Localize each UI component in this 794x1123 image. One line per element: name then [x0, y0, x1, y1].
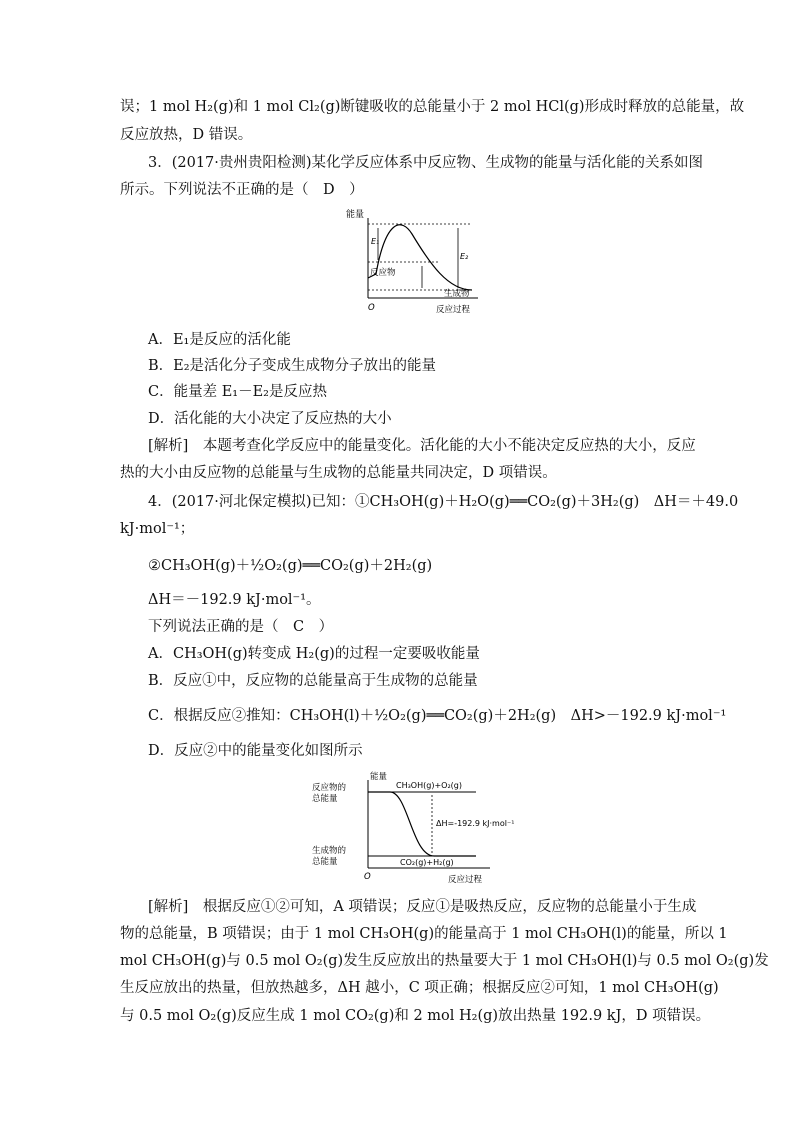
analysis-line: mol CH₃OH(g)与 0.5 mol O₂(g)发生反应放出的热量要大于 1 mol CH₃OH(l)与 0.5 mol O₂(g)发 [120, 953, 769, 969]
fig1-origin: O [368, 303, 375, 313]
fig2-origin: O [364, 872, 371, 882]
fig2-top-label: CH₃OH(g)+O₂(g) [396, 781, 462, 790]
delta-h: ΔH＝－192.9 kJ·mol⁻¹。 [148, 592, 321, 608]
fig2-reactant-total: 总能量 [312, 794, 338, 804]
fig2-ylabel: 能量 [370, 772, 388, 782]
question-4-stem: kJ·mol⁻¹； [120, 521, 195, 537]
question-3-stem: 所示。下列说法不正确的是（ D ） [120, 182, 364, 198]
fig1-reactant-label: 反应物 [370, 268, 396, 278]
analysis-line: 与 0.5 mol O₂(g)反应生成 1 mol CO₂(g)和 2 mol H₂(g)放出热量 192.9 kJ，D 项错误。 [120, 1008, 711, 1024]
option-b: B．E₂是活化分子变成生成物分子放出的能量 [148, 358, 437, 374]
option-a: A．E₁是反应的活化能 [148, 332, 291, 348]
option-c: C．根据反应②推知：CH₃OH(l)＋½O₂(g)══CO₂(g)＋2H₂(g) ΔH>－192.9 kJ·mol⁻¹ [148, 708, 727, 724]
fig2-bottom-label: CO₂(g)+H₂(g) [400, 858, 454, 867]
question-3-stem: 3．(2017·贵州贵阳检测)某化学反应体系中反应物、生成物的能量与活化能的关系如图 [148, 155, 704, 171]
option-b: B．反应①中，反应物的总能量高于生成物的总能量 [148, 673, 478, 689]
analysis-line: 物的总能量，B 项错误；由于 1 mol CH₃OH(g)的能量高于 1 mol CH₃OH(l)的能量，所以 1 [120, 926, 728, 942]
energy-reaction-figure [308, 770, 515, 886]
fig1-e2-label: E₂ [460, 252, 469, 261]
fig1-ylabel: 能量 [346, 210, 365, 220]
paragraph-line: 误；1 mol H₂(g)和 1 mol Cl₂(g)断键吸收的总能量小于 2 mol HCl(g)形成时释放的总能量，故 [120, 99, 745, 115]
analysis-line: 生反应放出的热量，但放热越多，ΔH 越小，C 项正确；根据反应②可知，1 mol CH₃OH(g) [120, 980, 719, 996]
analysis-line: [解析] 根据反应①②可知，A 项错误；反应①是吸热反应，反应物的总能量小于生成 [148, 899, 697, 915]
fig1-product-label: 生成物 [444, 289, 470, 299]
question-4-ask: 下列说法正确的是（ C ） [148, 619, 334, 635]
fig2-product-total: 总能量 [312, 857, 338, 867]
paragraph-line: 反应放热，D 错误。 [120, 127, 253, 143]
option-d: D．反应②中的能量变化如图所示 [148, 743, 363, 759]
fig2-reactant-total: 反应物的 [312, 783, 347, 793]
question-4-stem: 4．(2017·河北保定模拟)已知：①CH₃OH(g)＋H₂O(g)══CO₂(g)＋3H₂(g) ΔH＝＋49.0 [148, 494, 739, 510]
analysis-line: [解析] 本题考查化学反应中的能量变化。活化能的大小不能决定反应热的大小，反应 [148, 438, 696, 454]
fig2-product-total: 生成物的 [312, 846, 347, 856]
option-a: A．CH₃OH(g)转变成 H₂(g)的过程一定要吸收能量 [148, 646, 480, 662]
fig1-xlabel: 反应过程 [436, 305, 471, 315]
fig2-delta-h: ΔH=-192.9 kJ·mol⁻¹ [436, 819, 515, 828]
option-c: C．能量差 E₁－E₂是反应热 [148, 384, 327, 400]
fig1-e1-label: E₁ [371, 237, 380, 246]
fig2-xlabel: 反应过程 [448, 875, 483, 885]
equation-2: ②CH₃OH(g)＋½O₂(g)══CO₂(g)＋2H₂(g) [148, 558, 433, 574]
energy-activation-figure [340, 208, 490, 316]
analysis-line: 热的大小由反应物的总能量与生成物的总能量共同决定，D 项错误。 [120, 465, 557, 481]
option-d: D．活化能的大小决定了反应热的大小 [148, 411, 392, 427]
